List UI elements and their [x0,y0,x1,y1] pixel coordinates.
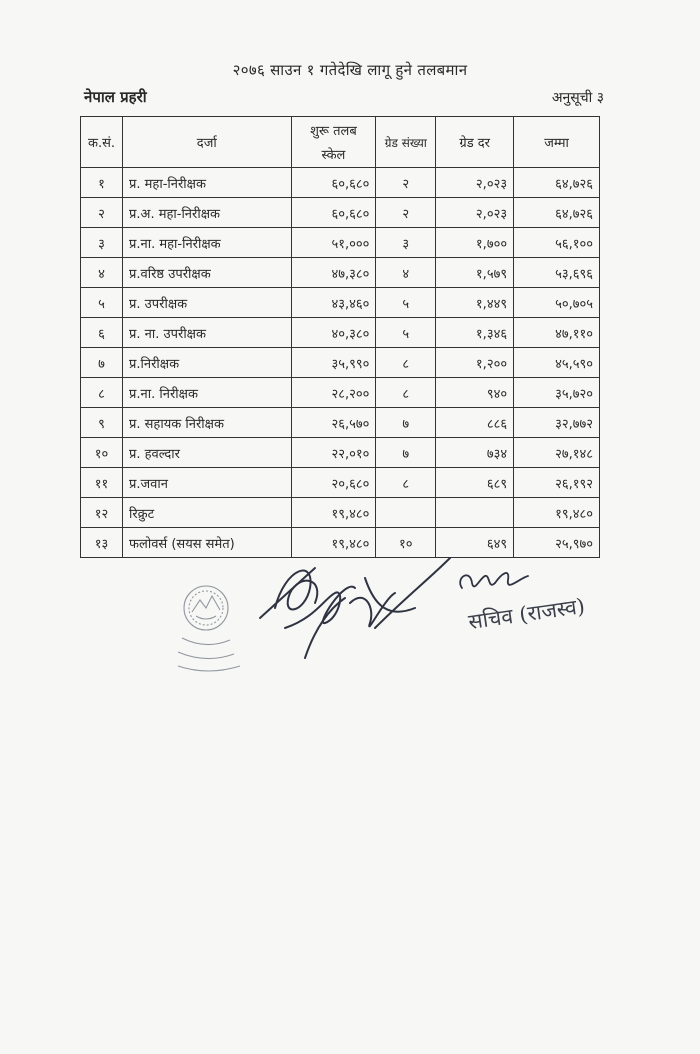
header-start-scale-line2: स्केल [321,148,346,163]
table-row [81,318,600,348]
header-grade-count: ग्रेड संख्या [376,117,436,168]
cell-grade-rate: २,०२३ [436,198,514,228]
cell-sn: १३ [81,528,123,558]
header-grade-rate: ग्रेड दर [436,117,514,168]
cell-start-scale: ३५,९९० [291,348,376,378]
cell-sn: २ [81,198,123,228]
cell-rank: प्र. उपरीक्षक [122,288,291,318]
cell-sn: ११ [81,468,123,498]
cell-rank: प्र. ना. उपरीक्षक [122,318,291,348]
cell-total: ६४,७२६ [514,168,600,198]
cell-grade-count: ५ [376,318,436,348]
cell-grade-rate: १,२०० [436,348,514,378]
table-row [81,498,600,528]
cell-sn: १० [81,438,123,468]
cell-sn: ६ [81,318,123,348]
cell-grade-rate: १,३४६ [436,318,514,348]
cell-sn: ९ [81,408,123,438]
table-row [81,378,600,408]
cell-grade-count: ७ [376,408,436,438]
cell-start-scale: १९,४८० [291,498,376,528]
header-start-scale [291,117,376,168]
header-total: जम्मा [514,117,600,168]
cell-grade-rate: १,५७९ [436,258,514,288]
cell-grade-count: १० [376,528,436,558]
table-row [81,408,600,438]
cell-grade-rate: ६८९ [436,468,514,498]
handwritten-signature [255,548,455,668]
cell-rank: प्र.वरिष्ठ उपरीक्षक [122,258,291,288]
cell-sn: १२ [81,498,123,528]
cell-rank: प्र.ना. निरीक्षक [122,378,291,408]
cell-grade-count: ८ [376,468,436,498]
cell-grade-rate: १,७०० [436,228,514,258]
cell-total: २६,१९२ [514,468,600,498]
cell-sn: ५ [81,288,123,318]
cell-total: ५३,६९६ [514,258,600,288]
schedule-number: अनुसूची ३ [551,90,604,106]
cell-rank: प्र.निरीक्षक [122,348,291,378]
official-seal-stamp [168,578,268,678]
cell-total: ६४,७२६ [514,198,600,228]
cell-sn: १ [81,168,123,198]
header-start-scale-line1: शुरू तलब [310,124,357,139]
cell-grade-count: ७ [376,438,436,468]
cell-start-scale: ६०,६८० [291,168,376,198]
table-row [81,468,600,498]
cell-start-scale: १९,४८० [291,528,376,558]
cell-start-scale: ४३,४६० [291,288,376,318]
table-row [81,288,600,318]
cell-sn: ४ [81,258,123,288]
cell-total: १९,४८० [514,498,600,528]
cell-start-scale: २०,६८० [291,468,376,498]
cell-grade-count [376,498,436,528]
header-rank: दर्जा [122,117,291,168]
cell-total: ५६,१०० [514,228,600,258]
cell-total: ५०,७०५ [514,288,600,318]
cell-start-scale: ४७,३८० [291,258,376,288]
cell-grade-rate: ८८६ [436,408,514,438]
table-row [81,348,600,378]
organization-name: नेपाल प्रहरी [84,88,147,106]
table-row [81,198,600,228]
cell-grade-rate: २,०२३ [436,168,514,198]
cell-sn: ८ [81,378,123,408]
cell-sn: ७ [81,348,123,378]
cell-grade-rate: ९४० [436,378,514,408]
cell-total: ४७,११० [514,318,600,348]
cell-grade-rate [436,498,514,528]
cell-rank: रिक्रुट [122,498,291,528]
table-row [81,258,600,288]
cell-rank: प्र. हवल्दार [122,438,291,468]
cell-grade-rate: १,४४९ [436,288,514,318]
table-header-row [81,117,600,168]
cell-start-scale: २८,२०० [291,378,376,408]
cell-start-scale: २२,०१० [291,438,376,468]
cell-total: २५,९७० [514,528,600,558]
cell-total: ४५,५९० [514,348,600,378]
cell-rank: प्र. सहायक निरीक्षक [122,408,291,438]
signatory-label: सचिव (राजस्व) [466,593,587,635]
cell-sn: ३ [81,228,123,258]
cell-start-scale: ६०,६८० [291,198,376,228]
page-title: २०७६ साउन १ गतेदेखि लागू हुने तलबमान [232,61,468,79]
cell-grade-rate: ६४९ [436,528,514,558]
salary-scale-table [80,116,600,558]
cell-grade-count: ४ [376,258,436,288]
cell-total: ३५,७२० [514,378,600,408]
cell-rank: फलोवर्स (सयस समेत) [122,528,291,558]
cell-rank: प्र.जवान [122,468,291,498]
cell-rank: प्र.अ. महा-निरीक्षक [122,198,291,228]
cell-grade-count: २ [376,168,436,198]
table-row [81,438,600,468]
cell-grade-count: ८ [376,378,436,408]
cell-rank: प्र.ना. महा-निरीक्षक [122,228,291,258]
cell-grade-count: ५ [376,288,436,318]
table-row [81,228,600,258]
header-sn: क.सं. [81,117,123,168]
cell-rank: प्र. महा-निरीक्षक [122,168,291,198]
cell-total: २७,१४८ [514,438,600,468]
table-row [81,168,600,198]
cell-total: ३२,७७२ [514,408,600,438]
cell-start-scale: ५१,००० [291,228,376,258]
cell-start-scale: ४०,३८० [291,318,376,348]
cell-start-scale: २६,५७० [291,408,376,438]
cell-grade-count: ३ [376,228,436,258]
cell-grade-count: ८ [376,348,436,378]
cell-grade-rate: ७३४ [436,438,514,468]
cell-grade-count: २ [376,198,436,228]
